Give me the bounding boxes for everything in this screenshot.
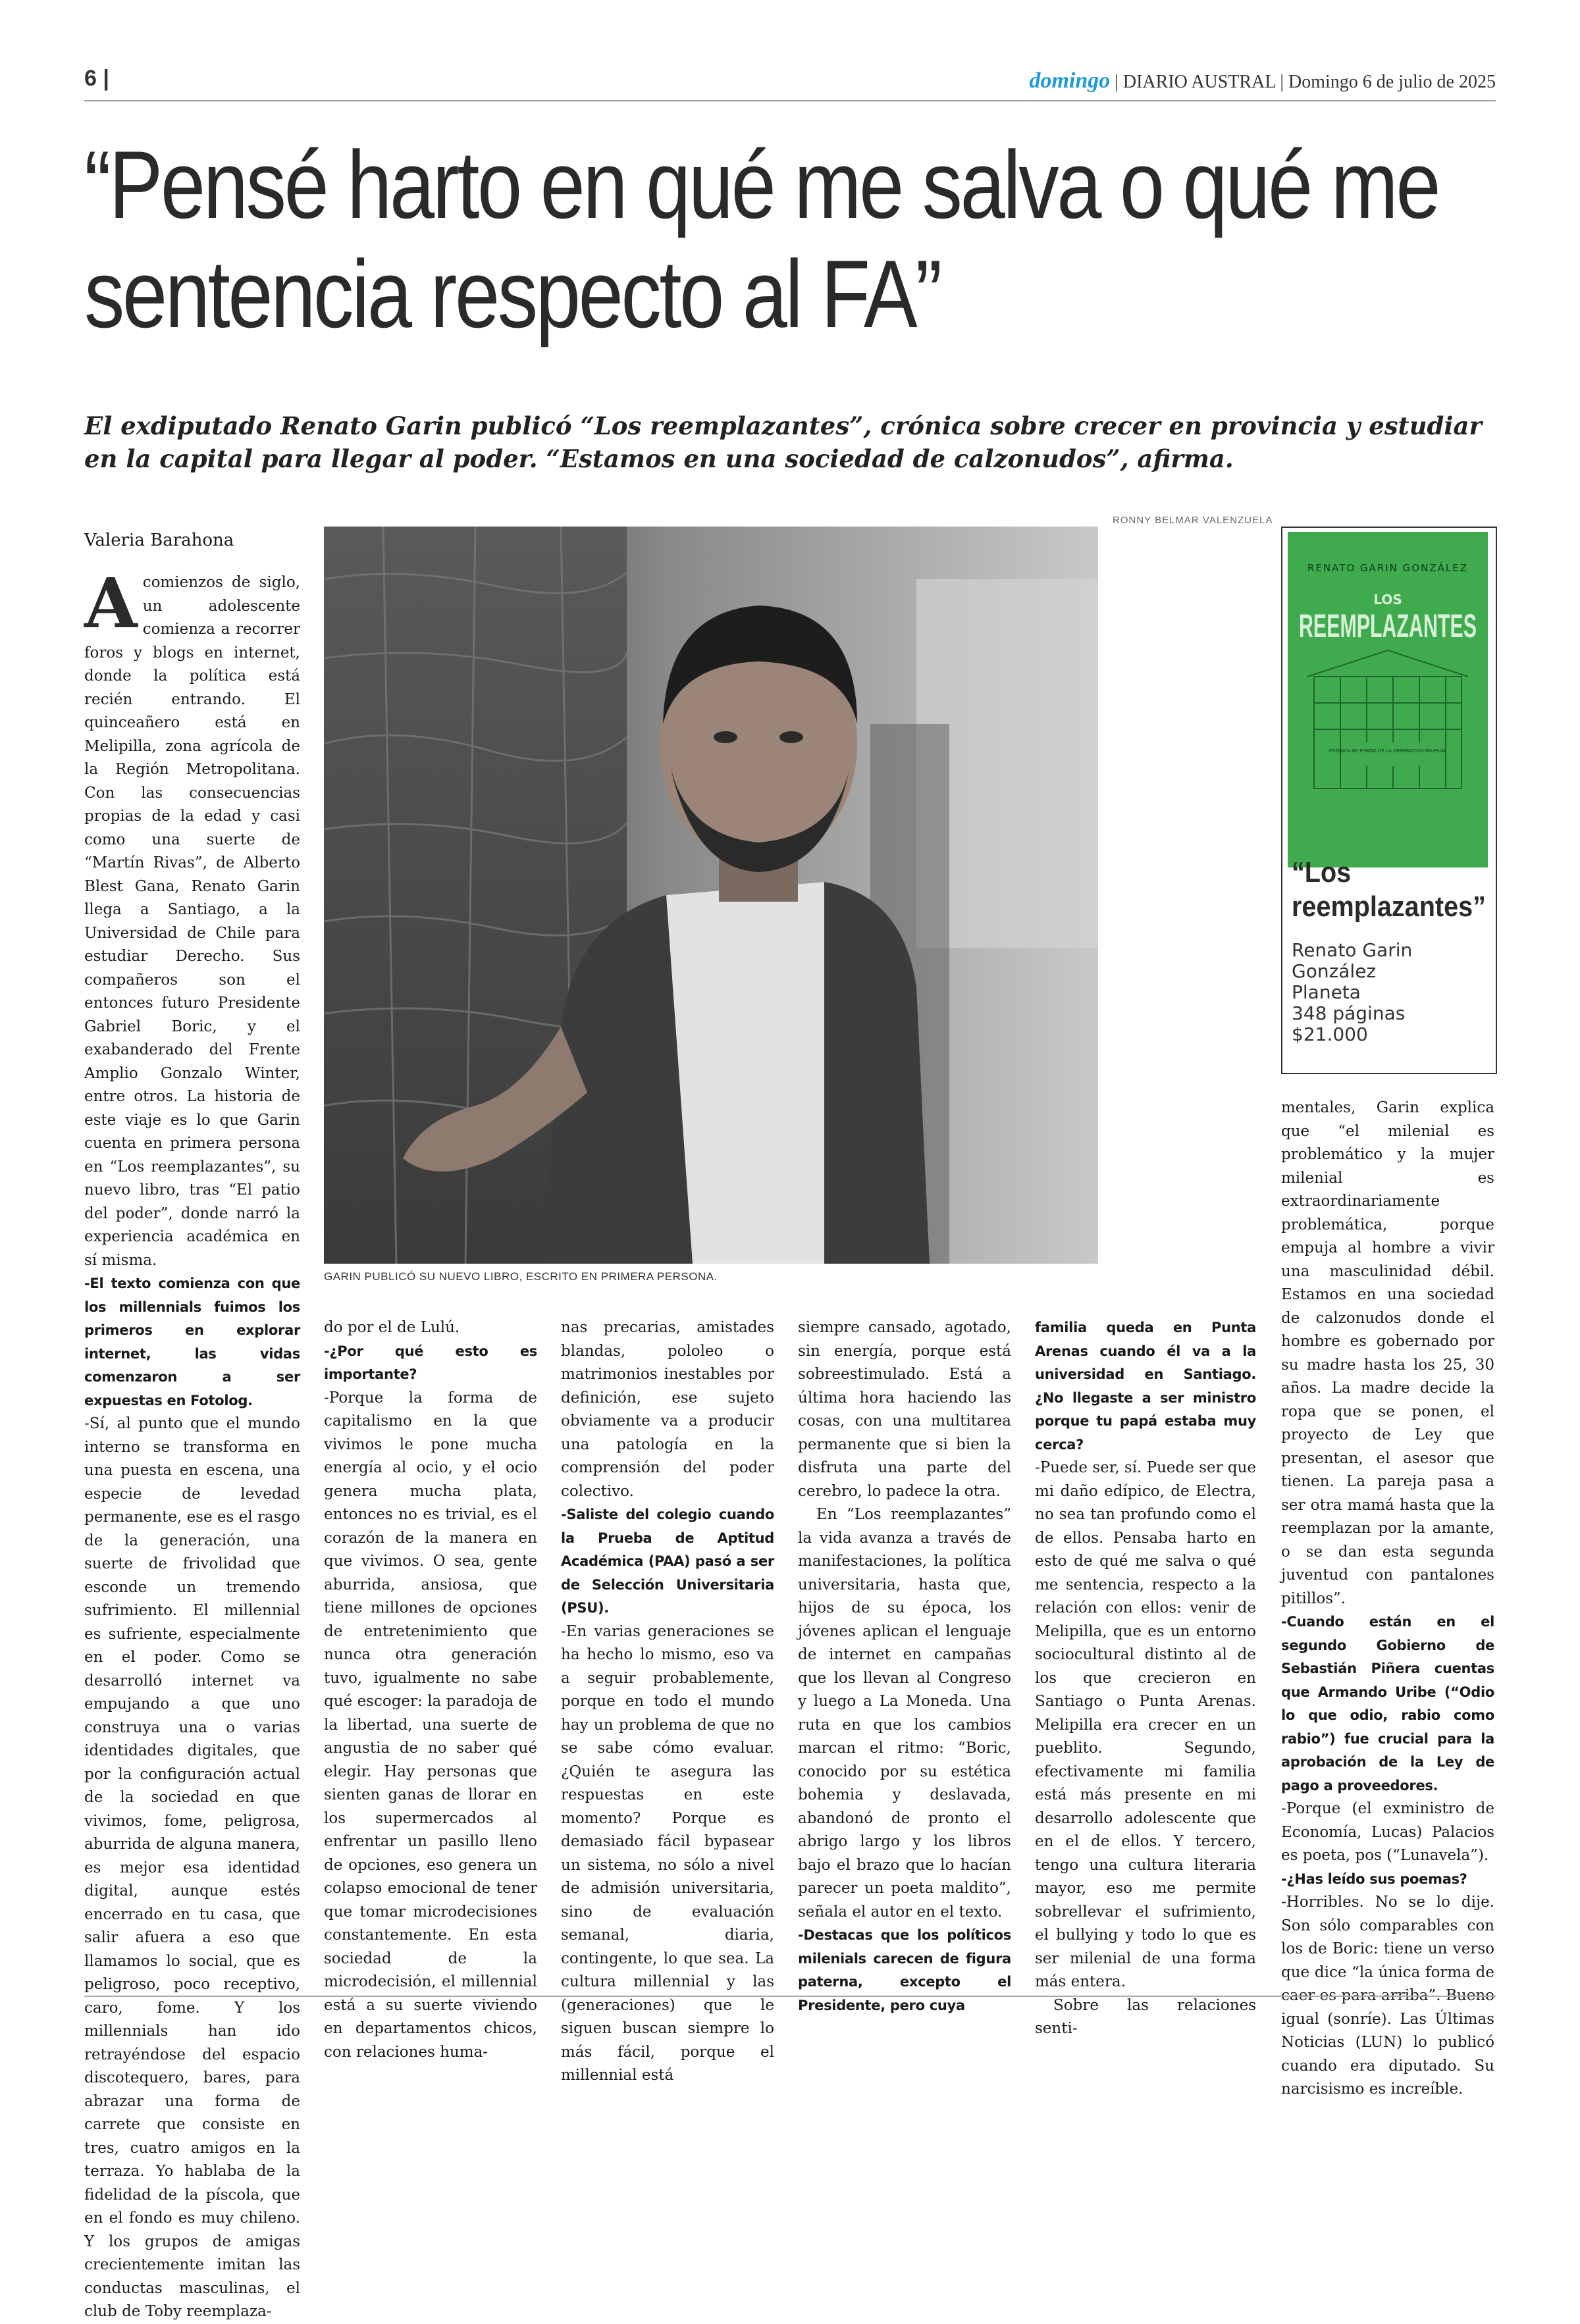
paragraph-text: -¿Por qué esto es importante? [324, 1343, 537, 1382]
body-paragraph [1035, 1457, 1256, 1994]
book-title: “Los reemplazantes” [1292, 856, 1486, 923]
byline: Valeria Barahona [84, 530, 234, 550]
paragraph-text: mentales, Garin explica que “el milenial es problemático y la mujer milenial es extraordinariamente problemática, porque empuja al hombre a vivir una masculinidad débil. Estamos en una sociedad de calzonudos donde el hombre es gobernado por su madre hasta los 25, 30 años. La madre decide la ropa que se ponen, el proyecto de Ley que presentan, el asesor que tienen. La pareja pasa a ser otra mamá hasta que la reemplazan por la amante, o se dan esta segunda juventud con pantalones pitillos”. [1281, 1099, 1494, 1607]
issue-date: Domingo 6 de julio de 2025 [1288, 72, 1496, 92]
running-header: domingo | DIARIO AUSTRAL | Domingo 6 de julio de 2025 [1029, 68, 1496, 93]
paragraph-text: -Sí, al punto que el mundo interno se transforma en una puesta en escena, una especie de levedad permanente, ese es el rasgo de la generación, una suerte de frivolidad que esconde un tremendo sufrimiento. El millennial es sufriente, especialmente en el poder. Como se desarrolló internet va empujando a que uno construya una o varias identidades digitales, que por la configuración actual de la sociedad en que vivimos, fome, peligrosa, aburrida de alguna manera, es mejor esa identidad digital, aunque estés encerrado en tu casa, que salir afuera a eso que llamamos lo social, que es peligroso, poco receptivo, caro, fome. Y los millennials han ido retrayéndose del espacio discotequero, bares, para abrazar una forma de carrete que consiste en tres, cuatro amigos en la terraza. Yo hablaba de la fidelidad de la píscola, que en el fondo es muy chileno. Y los grupos de amigas crecientemente imitan las conductas masculinas, el club de Toby reemplaza- [84, 1415, 300, 2320]
body-paragraph [1281, 1097, 1494, 1611]
paragraph-text: siempre cansado, agotado, sin energía, porque está sobreestimulado. Está a última hora haciendo las cosas, con una multitarea permanente que si bien la disfruta una parte del cerebro, lo padece la otra. [798, 1319, 1011, 1500]
cover-title: REEMPLAZANTES [1299, 607, 1477, 645]
body-paragraph [324, 1316, 537, 1340]
paragraph-text: -Puede ser, sí. Puede ser que mi daño edípico, de Electra, no sea tan profundo como el de ellos. Pensaba harto en esto de qué me salva o qué me sentencia, respecto a la relación con ellos: venir de Melipilla, que es un entorno sociocultural distinto al de los que crecieron en Santiago o Punta Arenas. Melipilla era crecer en un pueblito. Segundo, efectivamente mi familia está más presente en mi desarrollo adolescente que en el de ellos. Y tercero, tengo una cultura literaria mayor, eso me permite sobrellevar el sufrimiento, el bullying y todo lo que es ser milenial de una forma más entera. [1035, 1459, 1257, 1990]
paragraph-text: -Horribles. No se lo dije. Son sólo comparables con los de Boric: tiene un verso que dice “la única forma de caer es para arriba”. Bueno igual (sonríe). Las Últimas Noticias (LUN) lo publicó cuando era diputado. Su narcisismo es increíble. [1281, 1894, 1494, 2098]
header-rule [84, 100, 1496, 101]
deck: El exdiputado Renato Garin publicó “Los reemplazantes”, crónica sobre crecer en provincia y estudiar en la capital para llegar al poder. “Estamos en una sociedad de calzonudos”, afirma. [84, 411, 1482, 473]
paragraph-text: familia queda en Punta Arenas cuando él va a la universidad en Santiago. ¿No llegaste a ser ministro porque tu papá estaba muy cerca? [1035, 1320, 1256, 1453]
paragraph-text: En “Los reemplazantes” la vida avanza a través de manifestaciones, la política universitaria, hasta que, hijos de su época, los jóvenes aplican el lenguaje de internet en campañas que los llevan al Congreso y luego a La Moneda. Una ruta en que los cambios marcan el ritmo: “Boric, conocido por su estética bohemia y deslavada, abandonó de pronto el abrigo largo y los libros bajo el brazo que lo hacían parecer un poeta maldito”, señala el autor en el texto. [798, 1506, 1011, 1921]
body-paragraph [1281, 1797, 1494, 1868]
interview-question [1281, 1868, 1494, 1892]
paragraph-text: -¿Has leído sus poemas? [1281, 1871, 1467, 1887]
column-5 [1035, 1316, 1256, 2041]
column-3 [561, 1316, 774, 2088]
cover-los: LOS [1373, 592, 1402, 607]
section-brand: domingo [1029, 68, 1111, 93]
interview-question [324, 1340, 537, 1387]
book-price: $21.000 [1292, 1023, 1368, 1045]
paragraph-text: -Porque (el exministro de Economía, Lucas) Palacios es poeta, pos (“Lunavela”). [1281, 1800, 1494, 1864]
paragraph-text: -Cuando están en el segundo Gobierno de Sebastián Piñera cuentas que Armando Uribe (“Odio lo que odio, rabio como rabio”) fue crucial para la aprobación de la Ley de pago a proveedores. [1281, 1614, 1494, 1794]
book-author-line1: Renato Garin [1292, 939, 1413, 961]
interview-question [1035, 1316, 1256, 1457]
column-6 [1281, 1097, 1494, 2102]
body-paragraph [84, 1412, 300, 2324]
column-4 [798, 1316, 1011, 2017]
photo-caption: GARIN PUBLICÓ SU NUEVO LIBRO, ESCRITO EN PRIMERA PERSONA. [324, 1270, 718, 1283]
column-1 [84, 563, 300, 2324]
interview-question [84, 1272, 300, 1412]
body-paragraph [798, 1316, 1011, 1503]
paragraph-text: -Porque la forma de capitalismo en la que vivimos le pone mucha energía al ocio, y el ocio genera mucha plata, entonces no es trivial, es el corazón de la manera en que vivimos. O sea, gente aburrida, ansiosa, que tiene millones de opciones de entretenimiento que nunca otra generación tuvo, igualmente no sabe qué escoger: la paradoja de la libertad, una suerte de angustia de no saber qué elegir. Hay personas que sienten ganas de llorar en los supermercados al enfrentar un pasillo lleno de opciones, eso genera un colapso emocional de tener que tomar microdecisiones constantemente. En esta sociedad de la microdecisión, el millennial está a su suerte viviendo en departamentos chicos, con relaciones huma- [324, 1389, 537, 2061]
book-cover-art [1288, 532, 1488, 867]
portrait-illustration [324, 527, 1098, 1264]
book-pages: 348 páginas [1292, 1002, 1406, 1024]
paragraph-text: -El texto comienza con que los millennials fuimos los primeros en explorar internet, las vidas comenzaron a ser expuestas en Fotolog. [84, 1276, 300, 1408]
column-2 [324, 1316, 537, 2064]
body-paragraph [324, 1387, 537, 2065]
body-paragraph [84, 563, 300, 1272]
photo-credit: RONNY BELMAR VALENZUELA [1113, 515, 1273, 526]
paragraph-text: comienzos de siglo, un adolescente comienza a recorrer foros y blogs en internet, donde la política está recién entrando. El quinceañero está en Melipilla, zona agrícola de la Región Metropolitana. Con las consecuencias propias de la edad y casi como una suerte de “Martín Rivas”, de Alberto Blest Gana, Renato Garin llega a Santiago, a la Universidad de Chile para estudiar Derecho. Sus compañeros son el entonces futuro Presidente Gabriel Boric, y el exabanderado del Frente Amplio Gonzalo Winter, entre otros. La historia de este viaje es lo que Garin cuenta en primera persona en “Los reemplazantes”, su nuevo libro, tras “El patio del poder”, donde narró la experiencia académica en sí misma. [84, 574, 300, 1269]
body-paragraph [1035, 1994, 1256, 2041]
interview-question [1281, 1611, 1494, 1797]
footer-rule [84, 1996, 1496, 1997]
cover-author: RENATO GARIN GONZÁLEZ [1307, 562, 1468, 574]
book-cover [1288, 532, 1488, 867]
drop-cap: A [84, 563, 138, 644]
book-details [1292, 940, 1412, 1045]
paragraph-text: -Destacas que los políticos milenials carecen de figura paterna, excepto el Presidente, pero cuya [798, 1927, 1011, 2013]
body-paragraph [561, 1316, 774, 1503]
paragraph-text: -En varias generaciones se ha hecho lo mismo, eso va a seguir probablemente, porque en todo el mundo hay un problema de que no se sabe cómo evaluar. ¿Quién te asegura las respuestas en este momento? Porque es demasiado fácil bypasear un sistema, no sólo a nivel de admisión universitaria, sino de evaluación semanal, diaria, contingente, lo que sea. La cultura millennial y las (generaciones) que le siguen buscan siempre lo más fácil, porque el millennial está [561, 1622, 774, 2084]
page-number: 6 | [84, 66, 109, 91]
paragraph-text: -Saliste del colegio cuando la Prueba de Aptitud Académica (PAA) pasó a ser de Selección Universitaria (PSU). [561, 1507, 774, 1616]
interview-question [561, 1503, 774, 1620]
body-paragraph [798, 1503, 1011, 1924]
book-author-line2: González [1292, 960, 1377, 982]
paragraph-text: Sobre las relaciones senti- [1035, 1996, 1256, 2037]
interview-question [798, 1924, 1011, 2017]
book-publisher: Planeta [1292, 981, 1361, 1003]
newspaper-name: DIARIO AUSTRAL [1122, 72, 1276, 92]
cover-subtitle: CRÓNICA DE FONDO DE LA GENERACIÓN MILENIAL [1329, 748, 1447, 754]
body-paragraph [561, 1620, 774, 2088]
paragraph-text: do por el de Lulú. [324, 1319, 460, 1336]
paragraph-text: nas precarias, amistades blandas, pololeo o matrimonios inestables por definición, ese sujeto obviamente va a producir una patología en la comprensión del poder colectivo. [561, 1319, 774, 1500]
portrait-photo [324, 527, 1098, 1264]
headline: “Pensé harto en qué me salva o qué me sentencia respecto al FA” [84, 131, 1439, 348]
